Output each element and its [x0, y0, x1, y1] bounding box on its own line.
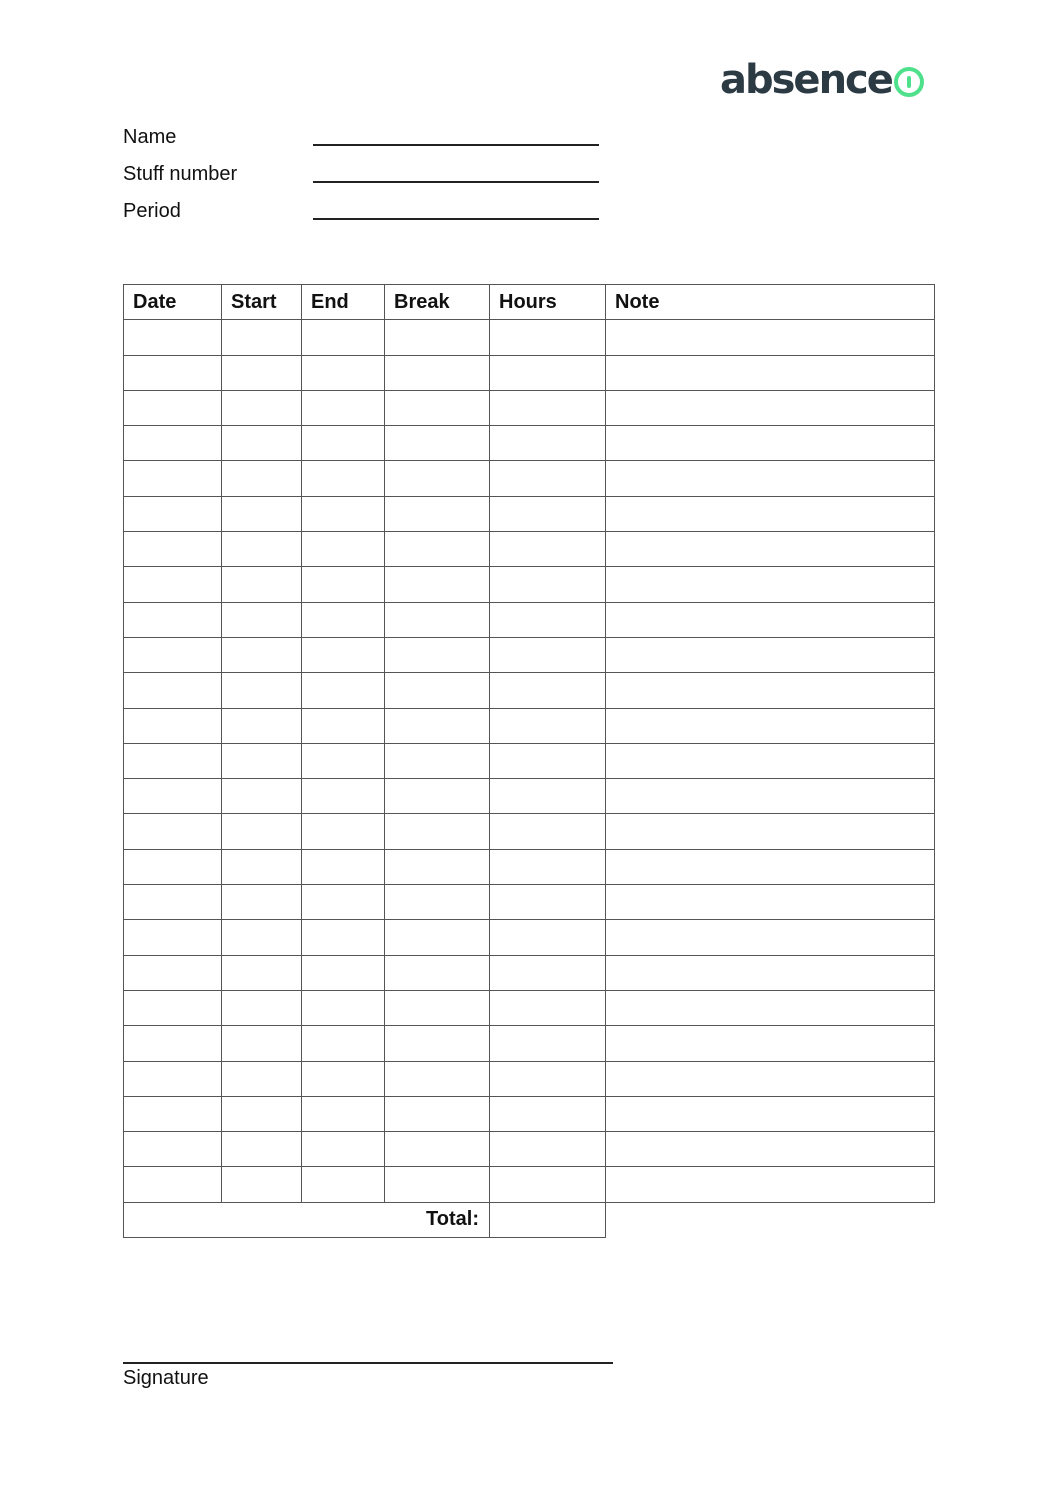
table-row	[124, 743, 935, 778]
note-cell[interactable]	[606, 320, 935, 355]
note-cell[interactable]	[606, 708, 935, 743]
end-cell[interactable]	[302, 390, 385, 425]
table-row	[124, 673, 935, 708]
break-cell[interactable]	[385, 849, 490, 884]
start-cell[interactable]	[222, 673, 302, 708]
note-cell[interactable]	[606, 1167, 935, 1202]
end-cell[interactable]	[302, 708, 385, 743]
name-line[interactable]	[313, 144, 599, 146]
end-cell[interactable]	[302, 885, 385, 920]
end-cell[interactable]	[302, 779, 385, 814]
note-cell[interactable]	[606, 673, 935, 708]
break-cell[interactable]	[385, 1026, 490, 1061]
break-cell[interactable]	[385, 320, 490, 355]
name-label: Name	[123, 126, 177, 148]
hours-cell[interactable]	[490, 920, 606, 955]
note-cell[interactable]	[606, 637, 935, 672]
start-cell[interactable]	[222, 1132, 302, 1167]
hours-cell[interactable]	[490, 708, 606, 743]
date-cell[interactable]	[124, 637, 222, 672]
note-cell[interactable]	[606, 532, 935, 567]
hours-cell[interactable]	[490, 779, 606, 814]
break-cell[interactable]	[385, 1096, 490, 1131]
date-cell[interactable]	[124, 673, 222, 708]
header-end: End	[302, 285, 385, 320]
start-cell[interactable]	[222, 990, 302, 1025]
end-cell[interactable]	[302, 1132, 385, 1167]
date-cell[interactable]	[124, 849, 222, 884]
end-cell[interactable]	[302, 1026, 385, 1061]
start-cell[interactable]	[222, 461, 302, 496]
note-cell[interactable]	[606, 461, 935, 496]
table-row	[124, 920, 935, 955]
end-cell[interactable]	[302, 461, 385, 496]
date-cell[interactable]	[124, 708, 222, 743]
staff-number-label: Stuff number	[123, 163, 238, 185]
start-cell[interactable]	[222, 885, 302, 920]
logo-text: absence	[720, 57, 892, 103]
start-cell[interactable]	[222, 602, 302, 637]
date-cell[interactable]	[124, 990, 222, 1025]
table-row	[124, 1132, 935, 1167]
date-cell[interactable]	[124, 779, 222, 814]
end-cell[interactable]	[302, 1061, 385, 1096]
period-label: Period	[123, 200, 181, 222]
end-cell[interactable]	[302, 496, 385, 531]
break-cell[interactable]	[385, 390, 490, 425]
table-row	[124, 885, 935, 920]
end-cell[interactable]	[302, 1096, 385, 1131]
table-row	[124, 1096, 935, 1131]
total-hours-cell[interactable]	[490, 1202, 606, 1237]
break-cell[interactable]	[385, 1167, 490, 1202]
break-cell[interactable]	[385, 355, 490, 390]
table-row	[124, 567, 935, 602]
date-cell[interactable]	[124, 496, 222, 531]
start-cell[interactable]	[222, 814, 302, 849]
start-cell[interactable]	[222, 637, 302, 672]
hours-cell[interactable]	[490, 673, 606, 708]
date-cell[interactable]	[124, 1167, 222, 1202]
start-cell[interactable]	[222, 390, 302, 425]
hours-cell[interactable]	[490, 532, 606, 567]
date-cell[interactable]	[124, 320, 222, 355]
break-cell[interactable]	[385, 779, 490, 814]
date-cell[interactable]	[124, 461, 222, 496]
note-cell[interactable]	[606, 1026, 935, 1061]
hours-cell[interactable]	[490, 496, 606, 531]
end-cell[interactable]	[302, 426, 385, 461]
date-cell[interactable]	[124, 1061, 222, 1096]
note-cell[interactable]	[606, 1096, 935, 1131]
break-cell[interactable]	[385, 532, 490, 567]
header-break: Break	[385, 285, 490, 320]
start-cell[interactable]	[222, 1061, 302, 1096]
end-cell[interactable]	[302, 320, 385, 355]
hours-cell[interactable]	[490, 461, 606, 496]
note-cell[interactable]	[606, 496, 935, 531]
note-cell[interactable]	[606, 1132, 935, 1167]
total-row	[124, 1202, 935, 1237]
note-cell[interactable]	[606, 885, 935, 920]
note-cell[interactable]	[606, 426, 935, 461]
empty-cell	[606, 1202, 935, 1237]
date-cell[interactable]	[124, 920, 222, 955]
table-row	[124, 814, 935, 849]
hours-cell[interactable]	[490, 990, 606, 1025]
power-icon	[894, 67, 924, 97]
hours-cell[interactable]	[490, 1132, 606, 1167]
hours-cell[interactable]	[490, 1096, 606, 1131]
header-start: Start	[222, 285, 302, 320]
hours-cell[interactable]	[490, 955, 606, 990]
start-cell[interactable]	[222, 532, 302, 567]
end-cell[interactable]	[302, 990, 385, 1025]
date-cell[interactable]	[124, 390, 222, 425]
period-line[interactable]	[313, 218, 599, 220]
period-field	[123, 196, 603, 226]
start-cell[interactable]	[222, 426, 302, 461]
break-cell[interactable]	[385, 990, 490, 1025]
header-note: Note	[606, 285, 935, 320]
start-cell[interactable]	[222, 920, 302, 955]
note-cell[interactable]	[606, 390, 935, 425]
start-cell[interactable]	[222, 320, 302, 355]
date-cell[interactable]	[124, 885, 222, 920]
end-cell[interactable]	[302, 602, 385, 637]
break-cell[interactable]	[385, 426, 490, 461]
break-cell[interactable]	[385, 496, 490, 531]
header-date: Date	[124, 285, 222, 320]
break-cell[interactable]	[385, 461, 490, 496]
end-cell[interactable]	[302, 567, 385, 602]
table-row	[124, 355, 935, 390]
start-cell[interactable]	[222, 743, 302, 778]
end-cell[interactable]	[302, 637, 385, 672]
hours-cell[interactable]	[490, 567, 606, 602]
table-body	[124, 320, 935, 1202]
break-cell[interactable]	[385, 1132, 490, 1167]
break-cell[interactable]	[385, 1061, 490, 1096]
hours-cell[interactable]	[490, 1026, 606, 1061]
note-cell[interactable]	[606, 1061, 935, 1096]
hours-cell[interactable]	[490, 1061, 606, 1096]
start-cell[interactable]	[222, 955, 302, 990]
end-cell[interactable]	[302, 673, 385, 708]
table-row	[124, 779, 935, 814]
break-cell[interactable]	[385, 567, 490, 602]
table-row	[124, 602, 935, 637]
start-cell[interactable]	[222, 708, 302, 743]
table-row	[124, 955, 935, 990]
end-cell[interactable]	[302, 849, 385, 884]
hours-cell[interactable]	[490, 814, 606, 849]
break-cell[interactable]	[385, 814, 490, 849]
table-row	[124, 1061, 935, 1096]
table-row	[124, 849, 935, 884]
note-cell[interactable]	[606, 955, 935, 990]
date-cell[interactable]	[124, 602, 222, 637]
date-cell[interactable]	[124, 955, 222, 990]
hours-cell[interactable]	[490, 320, 606, 355]
start-cell[interactable]	[222, 496, 302, 531]
end-cell[interactable]	[302, 743, 385, 778]
hours-cell[interactable]	[490, 602, 606, 637]
header-row	[124, 285, 935, 320]
date-cell[interactable]	[124, 355, 222, 390]
break-cell[interactable]	[385, 955, 490, 990]
start-cell[interactable]	[222, 355, 302, 390]
table-row	[124, 320, 935, 355]
total-label: Total:	[124, 1202, 490, 1237]
signature-line[interactable]	[123, 1362, 613, 1364]
note-cell[interactable]	[606, 602, 935, 637]
timesheet-table	[123, 284, 935, 1238]
date-cell[interactable]	[124, 567, 222, 602]
absence-logo	[720, 56, 924, 104]
table-row	[124, 1026, 935, 1061]
hours-cell[interactable]	[490, 743, 606, 778]
table-row	[124, 461, 935, 496]
note-cell[interactable]	[606, 920, 935, 955]
header-hours: Hours	[490, 285, 606, 320]
date-cell[interactable]	[124, 814, 222, 849]
break-cell[interactable]	[385, 602, 490, 637]
end-cell[interactable]	[302, 1167, 385, 1202]
end-cell[interactable]	[302, 955, 385, 990]
date-cell[interactable]	[124, 1026, 222, 1061]
table-row	[124, 708, 935, 743]
hours-cell[interactable]	[490, 849, 606, 884]
table-row	[124, 496, 935, 531]
end-cell[interactable]	[302, 814, 385, 849]
hours-cell[interactable]	[490, 355, 606, 390]
start-cell[interactable]	[222, 1026, 302, 1061]
start-cell[interactable]	[222, 1167, 302, 1202]
note-cell[interactable]	[606, 990, 935, 1025]
note-cell[interactable]	[606, 743, 935, 778]
note-cell[interactable]	[606, 567, 935, 602]
table-row	[124, 390, 935, 425]
date-cell[interactable]	[124, 1132, 222, 1167]
end-cell[interactable]	[302, 920, 385, 955]
note-cell[interactable]	[606, 779, 935, 814]
start-cell[interactable]	[222, 849, 302, 884]
end-cell[interactable]	[302, 355, 385, 390]
start-cell[interactable]	[222, 779, 302, 814]
start-cell[interactable]	[222, 567, 302, 602]
hours-cell[interactable]	[490, 426, 606, 461]
hours-cell[interactable]	[490, 637, 606, 672]
date-cell[interactable]	[124, 532, 222, 567]
break-cell[interactable]	[385, 885, 490, 920]
break-cell[interactable]	[385, 637, 490, 672]
table-row	[124, 990, 935, 1025]
hours-cell[interactable]	[490, 1167, 606, 1202]
table-row	[124, 1167, 935, 1202]
date-cell[interactable]	[124, 1096, 222, 1131]
signature-label: Signature	[123, 1367, 209, 1389]
table-row	[124, 532, 935, 567]
break-cell[interactable]	[385, 673, 490, 708]
table-row	[124, 426, 935, 461]
break-cell[interactable]	[385, 708, 490, 743]
signature-block	[123, 1362, 613, 1390]
break-cell[interactable]	[385, 743, 490, 778]
note-cell[interactable]	[606, 849, 935, 884]
date-cell[interactable]	[124, 743, 222, 778]
note-cell[interactable]	[606, 814, 935, 849]
name-field	[123, 122, 603, 152]
start-cell[interactable]	[222, 1096, 302, 1131]
hours-cell[interactable]	[490, 390, 606, 425]
note-cell[interactable]	[606, 355, 935, 390]
break-cell[interactable]	[385, 920, 490, 955]
staff-number-line[interactable]	[313, 181, 599, 183]
table-row	[124, 637, 935, 672]
date-cell[interactable]	[124, 426, 222, 461]
staff-number-field	[123, 159, 603, 189]
hours-cell[interactable]	[490, 885, 606, 920]
end-cell[interactable]	[302, 532, 385, 567]
